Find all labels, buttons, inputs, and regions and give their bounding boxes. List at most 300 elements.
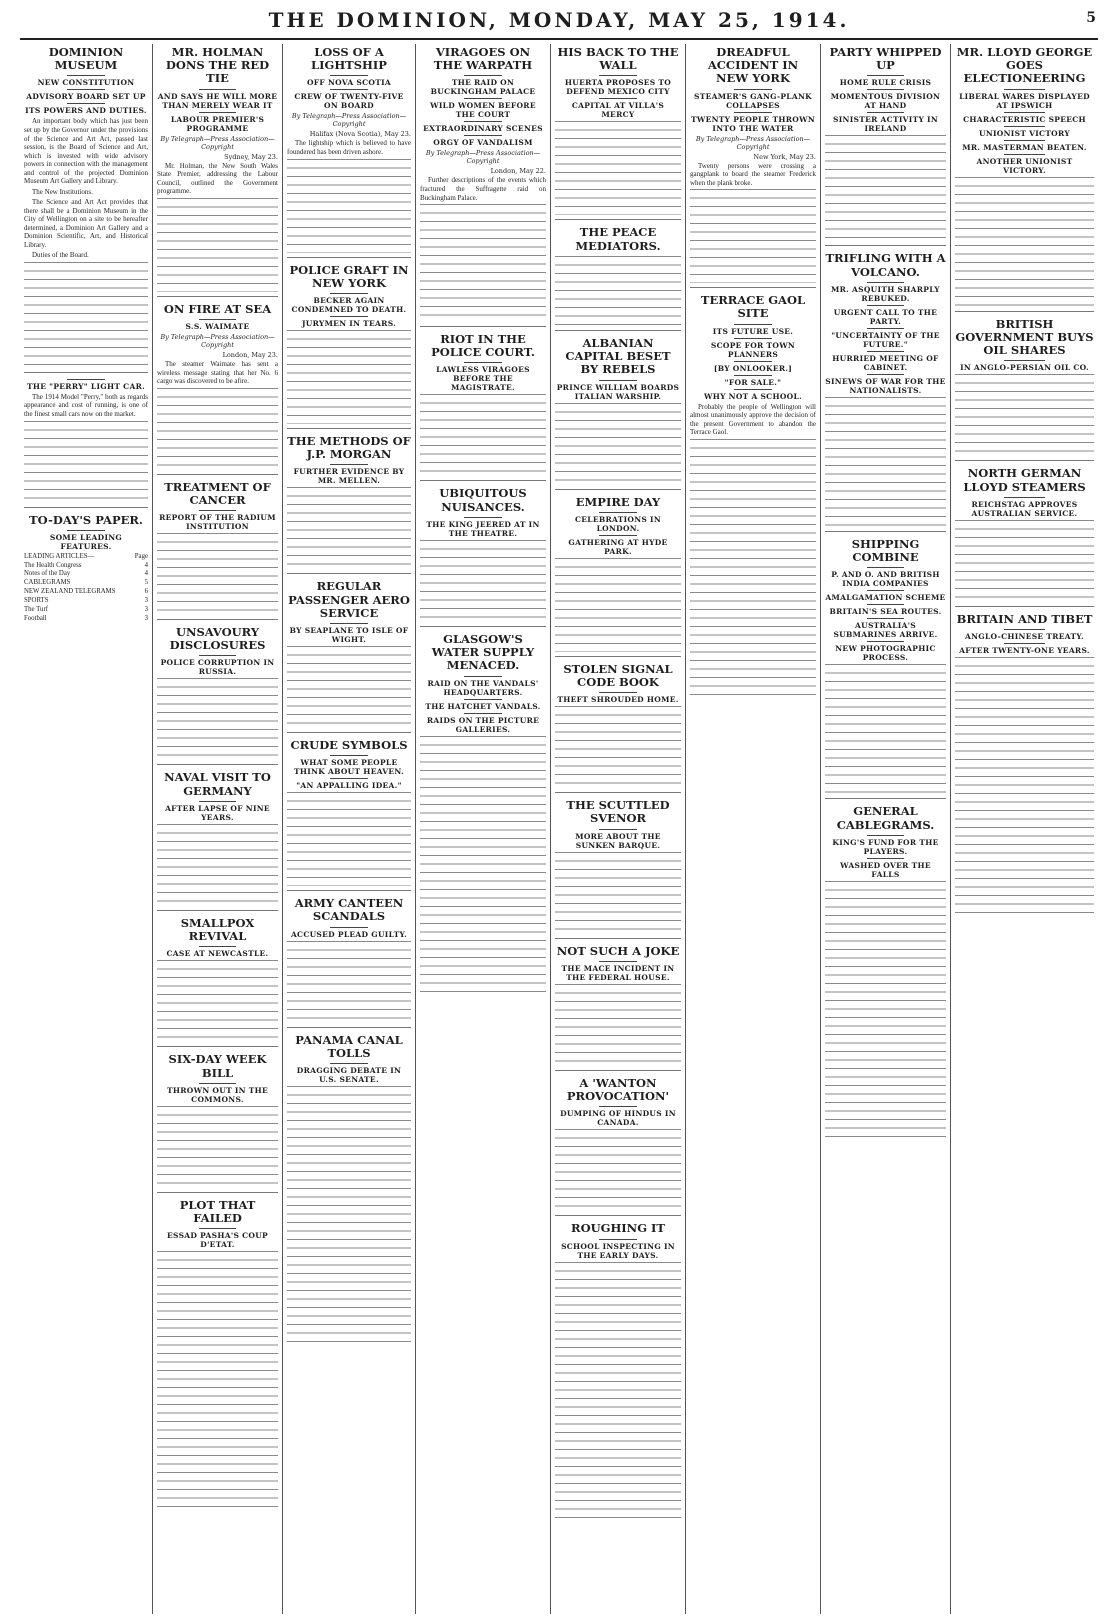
article-headline: TO-DAY'S PAPER. [29,512,143,527]
article-headline: STOLEN SIGNAL CODE BOOK [563,661,673,689]
divider [199,946,235,947]
article-paragraph: Duties of the Board. [32,251,89,260]
article-subheading: "UNCERTAINTY OF THE FUTURE." [831,330,940,349]
article-subheading: BY SEAPLANE TO ISLE OF WIGHT. [289,626,409,645]
body-text-texture [555,706,681,788]
article-dateline: London, May 23. [222,351,278,359]
article [555,226,681,330]
body-text-texture [420,204,546,322]
column-1 [20,44,153,1614]
article-paragraph: The 1914 Model "Perry," both as regards appearance and cost of running, is one of the finest small cars now on the market. [24,392,148,418]
divider [734,338,772,339]
article-headline: CRUDE SYMBOLS [290,738,408,753]
contents-label: The Health Congress [24,561,82,569]
article [157,46,278,297]
body-text-texture [555,1262,681,1522]
column-7 [821,44,951,1614]
divider [734,361,772,362]
article-headline: PLOT THAT FAILED [179,1197,256,1225]
article-headline: MR. HOLMAN DONS THE RED TIE [165,45,270,86]
article-subheading: MORE ABOUT THE SUNKEN BARQUE. [575,831,661,850]
article-headline: NAVAL VISIT TO GERMANY [164,770,271,798]
divider [867,112,903,113]
contents-label: Notes of the Day [24,570,71,578]
article-subheading: FURTHER EVIDENCE BY MR. MELLEN. [293,467,405,486]
body-text-texture [555,1129,681,1211]
contents-label: The Turf [24,605,48,613]
divider [199,319,235,320]
body-text-texture [955,657,1094,917]
article-subheading: ORGY OF VANDALISM [433,138,533,148]
body-text-texture [287,1086,411,1346]
article [555,945,681,1071]
article-subheading: WASHED OVER THE FALLS [840,860,931,879]
article [420,633,546,1000]
article [555,1222,681,1525]
article-headline: GLASGOW'S WATER SUPPLY MENACED. [431,631,535,673]
divider [464,75,502,76]
article [690,46,816,288]
contents-label: NEW ZEALAND TELEGRAMS [24,588,116,596]
article-headline: SIX-DAY WEEK BILL [168,1052,267,1080]
body-text-texture [955,520,1094,602]
divider [1004,140,1046,141]
article-headline: BRITISH GOVERNMENT BUYS OIL SHARES [955,316,1094,358]
divider [867,305,903,306]
divider [67,89,104,90]
contents-list [24,553,148,624]
article [825,805,946,1144]
article-subheading: SCOPE FOR TOWN PLANNERS [710,340,796,359]
contents-page: 3 [144,605,148,613]
article-headline: HIS BACK TO THE WALL [557,45,679,73]
divider [599,961,637,962]
contents-label: Football [24,614,47,622]
body-text-texture [825,135,946,241]
article-subheading: ACCUSED PLEAD GUILTY. [290,929,408,939]
divider [464,517,502,518]
body-text-texture [825,397,946,527]
article-byline: By Telegraph—Press Association—Copyright [291,112,407,129]
divider [867,328,903,329]
article-paragraph: The New Institutions. [32,187,93,196]
article-headline: TERRACE GAOL SITE [700,293,806,321]
article [555,663,681,793]
article-subheading: ADVISORY BOARD SET UP [26,92,146,102]
contents-page: 3 [144,596,148,604]
divider [867,374,903,375]
divider [867,835,903,836]
divider [867,567,903,568]
article-subheading: S.S. WAIMATE [185,322,250,331]
article-subheading: HURRIED MEETING OF CABINET. [832,353,939,372]
article-subheading: STEAMER'S GANG-PLANK COLLAPSES [694,91,812,110]
article-subheading: AND SAYS HE WILL MORE THAN MERELY WEAR IT [157,91,278,110]
article [157,771,278,910]
divider [67,530,104,531]
divider [1004,89,1046,90]
article-subheading: IN ANGLO-PERSIAN OIL CO. [960,363,1089,373]
article-subheading: THE HATCHET VANDALS. [425,701,541,711]
article-subheading: PRINCE WILLIAM BOARDS ITALIAN WARSHIP. [556,382,680,401]
article-subheading: HUERTA PROPOSES TO DEFEND MEXICO CITY [564,78,672,97]
article-subheading: LIBERAL WARES DISPLAYED AT IPSWICH [959,91,1090,110]
article-subheading: AFTER LAPSE OF NINE YEARS. [165,803,270,822]
contents-row [24,562,148,571]
article-subheading: CHARACTERISTIC SPEECH [963,114,1086,124]
contents-page: 6 [144,588,148,596]
article-subheading: SOME LEADING FEATURES. [49,532,123,551]
article [24,379,148,508]
divider [67,379,104,380]
article [157,917,278,1047]
article-subheading: POLICE CORRUPTION IN RUSSIA. [160,658,275,677]
body-text-texture [555,121,681,215]
divider [330,623,367,624]
article-subheading: THE RAID ON BUCKINGHAM PALACE [430,78,536,97]
article-paragraph: Probably the people of Wellington will almost unanimously approve the decision of the present Government to abandon the Terrace Gaol. [690,402,816,437]
article-subheading: NEW CONSTITUTION [37,78,135,88]
article-headline: VIRAGOES ON THE WARPATH [433,45,533,73]
article-subheading: OFF NOVA SCOTIA [306,78,392,88]
article-subheading: THE MACE INCIDENT IN THE FEDERAL HOUSE. [561,963,675,982]
contents-label: SPORTS [24,596,49,604]
contents-row [24,579,148,588]
article-paragraph: Mr. Holman, the New South Wales State Premier, addressing the Labour Council, outlined the Government programme. [157,161,278,196]
article [955,467,1094,606]
body-text-texture [157,1251,278,1511]
divider [199,801,235,802]
article-headline: BRITAIN AND TIBET [956,611,1093,626]
column-6 [686,44,821,1614]
article-subheading: SCHOOL INSPECTING IN THE EARLY DAYS. [561,1241,675,1260]
divider [867,858,903,859]
divider [330,778,367,779]
divider [599,512,637,513]
article [157,626,278,765]
divider [330,75,367,76]
contents-page: 4 [144,561,148,569]
article [420,487,546,626]
body-text-texture [287,159,411,253]
body-text-texture [157,533,278,615]
divider [867,75,903,76]
article-paragraph: The Science and Art Act provides that there shall be a Dominion Museum in the City of Wellington on a site to be hereafter determined, a Dominion Art Gallery and a Dominion Scientific, Art, and Historical Library. [24,198,148,249]
divider [867,590,903,591]
column-2 [153,44,283,1614]
article [690,294,816,703]
article [157,303,278,475]
article-headline: LOSS OF A LIGHTSHIP [311,45,387,73]
article-byline: By Telegraph—Press Association—Copyright [160,333,275,349]
article-subheading: NEW PHOTOGRAPHIC PROCESS. [835,644,936,663]
divider [330,755,367,756]
body-text-texture [287,941,411,1023]
article-headline: MR. LLOYD GEORGE GOES ELECTIONEERING [956,45,1093,86]
article-subheading: WHY NOT A SCHOOL. [703,391,802,401]
masthead [20,8,1098,40]
contents-page: 5 [144,579,148,587]
article-subheading: URGENT CALL TO THE PARTY. [833,307,938,326]
article [287,580,411,733]
article-subheading: RAID ON THE VANDALS' HEADQUARTERS. [427,678,539,697]
contents-page: Page [134,552,148,560]
article [287,1034,411,1350]
article-headline: THE SCUTTLED SVENOR [566,798,670,826]
divider [199,89,235,90]
article-subheading: DRAGGING DEBATE IN U.S. SENATE. [296,1066,402,1085]
divider [464,135,502,136]
divider [464,121,502,122]
body-text-texture [555,984,681,1066]
article [24,514,148,628]
body-text-texture [157,388,278,470]
divider [464,699,502,700]
page-number: 5 [1086,10,1096,26]
divider [464,676,502,677]
article [287,739,411,891]
article-headline: ROUGHING IT [571,1221,665,1236]
article [287,46,411,258]
article-byline: By Telegraph—Press Association—Copyright [425,149,541,166]
divider [599,1106,637,1107]
divider [330,89,367,90]
contents-row [24,570,148,579]
article-headline: THE PEACE MEDIATORS. [575,225,661,253]
article [955,613,1094,921]
contents-row [24,588,148,597]
divider [599,829,637,830]
article [555,46,681,220]
column-4 [416,44,551,1614]
article-headline: DOMINION MUSEUM [48,45,124,73]
contents-row [24,553,148,562]
article-headline: POLICE GRAFT IN NEW YORK [289,262,409,290]
divider [599,1239,637,1240]
contents-page: 4 [144,570,148,578]
divider [599,535,637,536]
article-byline: By Telegraph—Press Association—Copyright [160,134,275,151]
divider [1004,154,1046,155]
article [555,1077,681,1216]
article-subheading: CASE AT NEWCASTLE. [166,949,269,959]
divider [599,75,637,76]
body-text-texture [287,792,411,886]
divider [734,112,772,113]
divider [867,618,903,619]
article-headline: ALBANIAN CAPITAL BESET BY REBELS [565,335,671,377]
column-3 [283,44,416,1614]
article-dateline: Sydney, May 23. [224,152,278,161]
body-text-texture [825,881,946,1141]
divider [1004,497,1046,498]
divider [599,98,637,99]
article-subheading: MOMENTOUS DIVISION AT HAND [830,92,941,111]
article-headline: TREATMENT OF CANCER [164,479,271,507]
article-subheading: ITS FUTURE USE. [712,326,794,336]
article-subheading: CELEBRATIONS IN LONDON. [574,514,662,533]
column-8 [951,44,1098,1614]
article-subheading: RAIDS ON THE PICTURE GALLERIES. [426,715,540,734]
article-subheading: TWENTY PEOPLE THROWN INTO THE WATER [691,114,815,133]
article-subheading: SINISTER ACTIVITY IN IRELAND [833,115,938,134]
article-headline: NOT SUCH A JOKE [556,943,680,958]
divider [330,293,367,294]
article-headline: GENERAL CABLEGRAMS. [836,804,935,832]
article [825,252,946,531]
divider [330,316,367,317]
article-subheading: SINEWS OF WAR FOR THE NATIONALISTS. [825,376,946,395]
divider [599,380,637,381]
article [955,318,1094,462]
article-subheading: THE KING JEERED AT IN THE THEATRE. [426,519,540,538]
article-subheading: ANOTHER UNIONIST VICTORY. [976,156,1073,175]
contents-row [24,606,148,615]
article-subheading: CAPITAL AT VILLA'S MERCY [571,101,665,120]
article-headline: EMPIRE DAY [575,494,661,509]
divider [734,375,772,376]
article-subheading: MR. MASTERMAN BEATEN. [962,142,1087,152]
article-subheading: P. AND O. AND BRITISH INDIA COMPANIES [831,570,940,589]
body-text-texture [955,177,1094,307]
body-text-texture [24,421,148,503]
contents-page: 3 [144,614,148,622]
article-headline: REGULAR PASSENGER AERO SERVICE [288,579,410,620]
article [157,481,278,620]
article [157,1053,278,1192]
divider [199,510,235,511]
divider [330,1063,367,1064]
divider [1004,629,1046,630]
article-subheading: EXTRAORDINARY SCENES [423,124,543,134]
article-paragraph: The steamer Waimate has sent a wireless message stating that her No. 6 cargo was discovered to be afire. [157,360,278,386]
article [555,337,681,490]
article-subheading: UNIONIST VICTORY [979,128,1070,138]
contents-row [24,615,148,624]
article-headline: UNSAVOURY DISCLOSURES [169,625,266,653]
divider [67,75,104,76]
article-subheading: AUSTRALIA'S SUBMARINES ARRIVE. [833,621,938,640]
article-paragraph: The lightship which is believed to have foundered has been driven ashore. [287,139,411,156]
article-subheading: "AN APPALLING IDEA." [296,781,402,791]
divider [734,324,772,325]
article [157,1199,278,1515]
newspaper-columns [20,44,1098,1614]
article-subheading: THE "PERRY" LIGHT CAR. [26,381,146,391]
article-subheading: ANGLO-CHINESE TREATY. [965,631,1084,641]
article-headline: ARMY CANTEEN SCANDALS [294,896,404,924]
article-dateline: London, May 22. [490,167,546,176]
article-headline: UBIQUITOUS NUISANCES. [439,486,527,514]
divider [1004,126,1046,127]
body-text-texture [157,824,278,906]
article-byline: By Telegraph—Press Association—Copyright [695,134,811,151]
newspaper-title: THE DOMINION, MONDAY, MAY 25, 1914. [268,8,850,32]
divider [734,389,772,390]
article-headline: RIOT IN THE POLICE COURT. [431,332,535,360]
column-5 [551,44,686,1614]
divider [867,282,903,283]
divider [1004,643,1046,644]
article-subheading: "FOR SALE." [724,377,782,387]
divider [464,362,502,363]
divider [1004,360,1046,361]
body-text-texture [690,439,816,699]
article-paragraph: An important body which has just been set up by the Governor under the provisions of the Science and Art Act, passed last session, is the Board of Science and Art, which is invested with wide advisory powers in connection with the management and control of the projected Dominion Museum Art Gallery and Library. [24,117,148,186]
article [955,46,1094,312]
article-headline: PANAMA CANAL TOLLS [295,1032,403,1060]
divider [867,89,903,90]
article-subheading: HOME RULE CRISIS [839,78,932,88]
body-text-texture [690,189,816,283]
divider [199,1228,235,1229]
body-text-texture [157,1106,278,1188]
article-subheading: ESSAD PASHA'S COUP D'ETAT. [167,1231,268,1250]
divider [867,641,903,642]
contents-row [24,597,148,606]
article-headline: ON FIRE AT SEA [163,301,272,316]
body-text-texture [420,540,546,622]
divider [1004,112,1046,113]
article-subheading: LABOUR PREMIER'S PROGRAMME [170,114,265,133]
article [24,46,148,373]
article-headline: TRIFLING WITH A VOLCANO. [825,251,946,279]
body-text-texture [24,262,148,368]
article-dateline: Halifax (Nova Scotia), May 23. [309,130,411,139]
article [287,264,411,429]
body-text-texture [420,736,546,996]
article-subheading: BRITAIN'S SEA ROUTES. [829,607,942,617]
article-headline: SMALLPOX REVIVAL [180,915,255,944]
article-subheading: GATHERING AT HYDE PARK. [568,537,668,556]
divider [734,89,772,90]
divider [199,655,235,656]
article-headline: DREADFUL ACCIDENT IN NEW YORK [707,45,799,86]
article-subheading: REICHSTAG APPROVES AUSTRALIAN SERVICE. [971,499,1078,518]
article-subheading: [BY ONLOOKER.] [713,363,793,373]
body-text-texture [825,664,946,794]
article-headline: PARTY WHIPPED UP [829,45,942,73]
article [555,496,681,657]
divider [330,464,367,465]
article-subheading: JURYMEN IN TEARS. [301,318,397,328]
article [555,799,681,938]
article-subheading: ITS POWERS AND DUTIES. [25,106,147,116]
body-text-texture [555,256,681,326]
divider [599,692,637,693]
article-subheading: AFTER TWENTY-ONE YEARS. [959,645,1090,655]
body-text-texture [555,852,681,934]
body-text-texture [420,394,546,476]
body-text-texture [955,374,1094,456]
article-headline: THE METHODS OF J.P. MORGAN [287,433,411,462]
body-text-texture [157,960,278,1042]
article [287,897,411,1027]
body-text-texture [555,558,681,652]
article-subheading: LAWLESS VIRAGOES BEFORE THE MAGISTRATE. [436,365,530,393]
body-text-texture [157,198,278,292]
article-subheading: WHAT SOME PEOPLE THINK ABOUT HEAVEN. [293,758,405,777]
divider [199,1083,235,1084]
article-headline: NORTH GERMAN LLOYD STEAMERS [963,466,1086,494]
article-subheading: BECKER AGAIN CONDEMNED TO DEATH. [291,295,407,314]
article-subheading: AMALGAMATION SCHEME [825,593,946,603]
divider [464,98,502,99]
contents-label: CABLEGRAMS [24,579,71,587]
body-text-texture [287,330,411,424]
article-subheading: MR. ASQUITH SHARPLY REBUKED. [831,284,940,303]
divider [867,351,903,352]
